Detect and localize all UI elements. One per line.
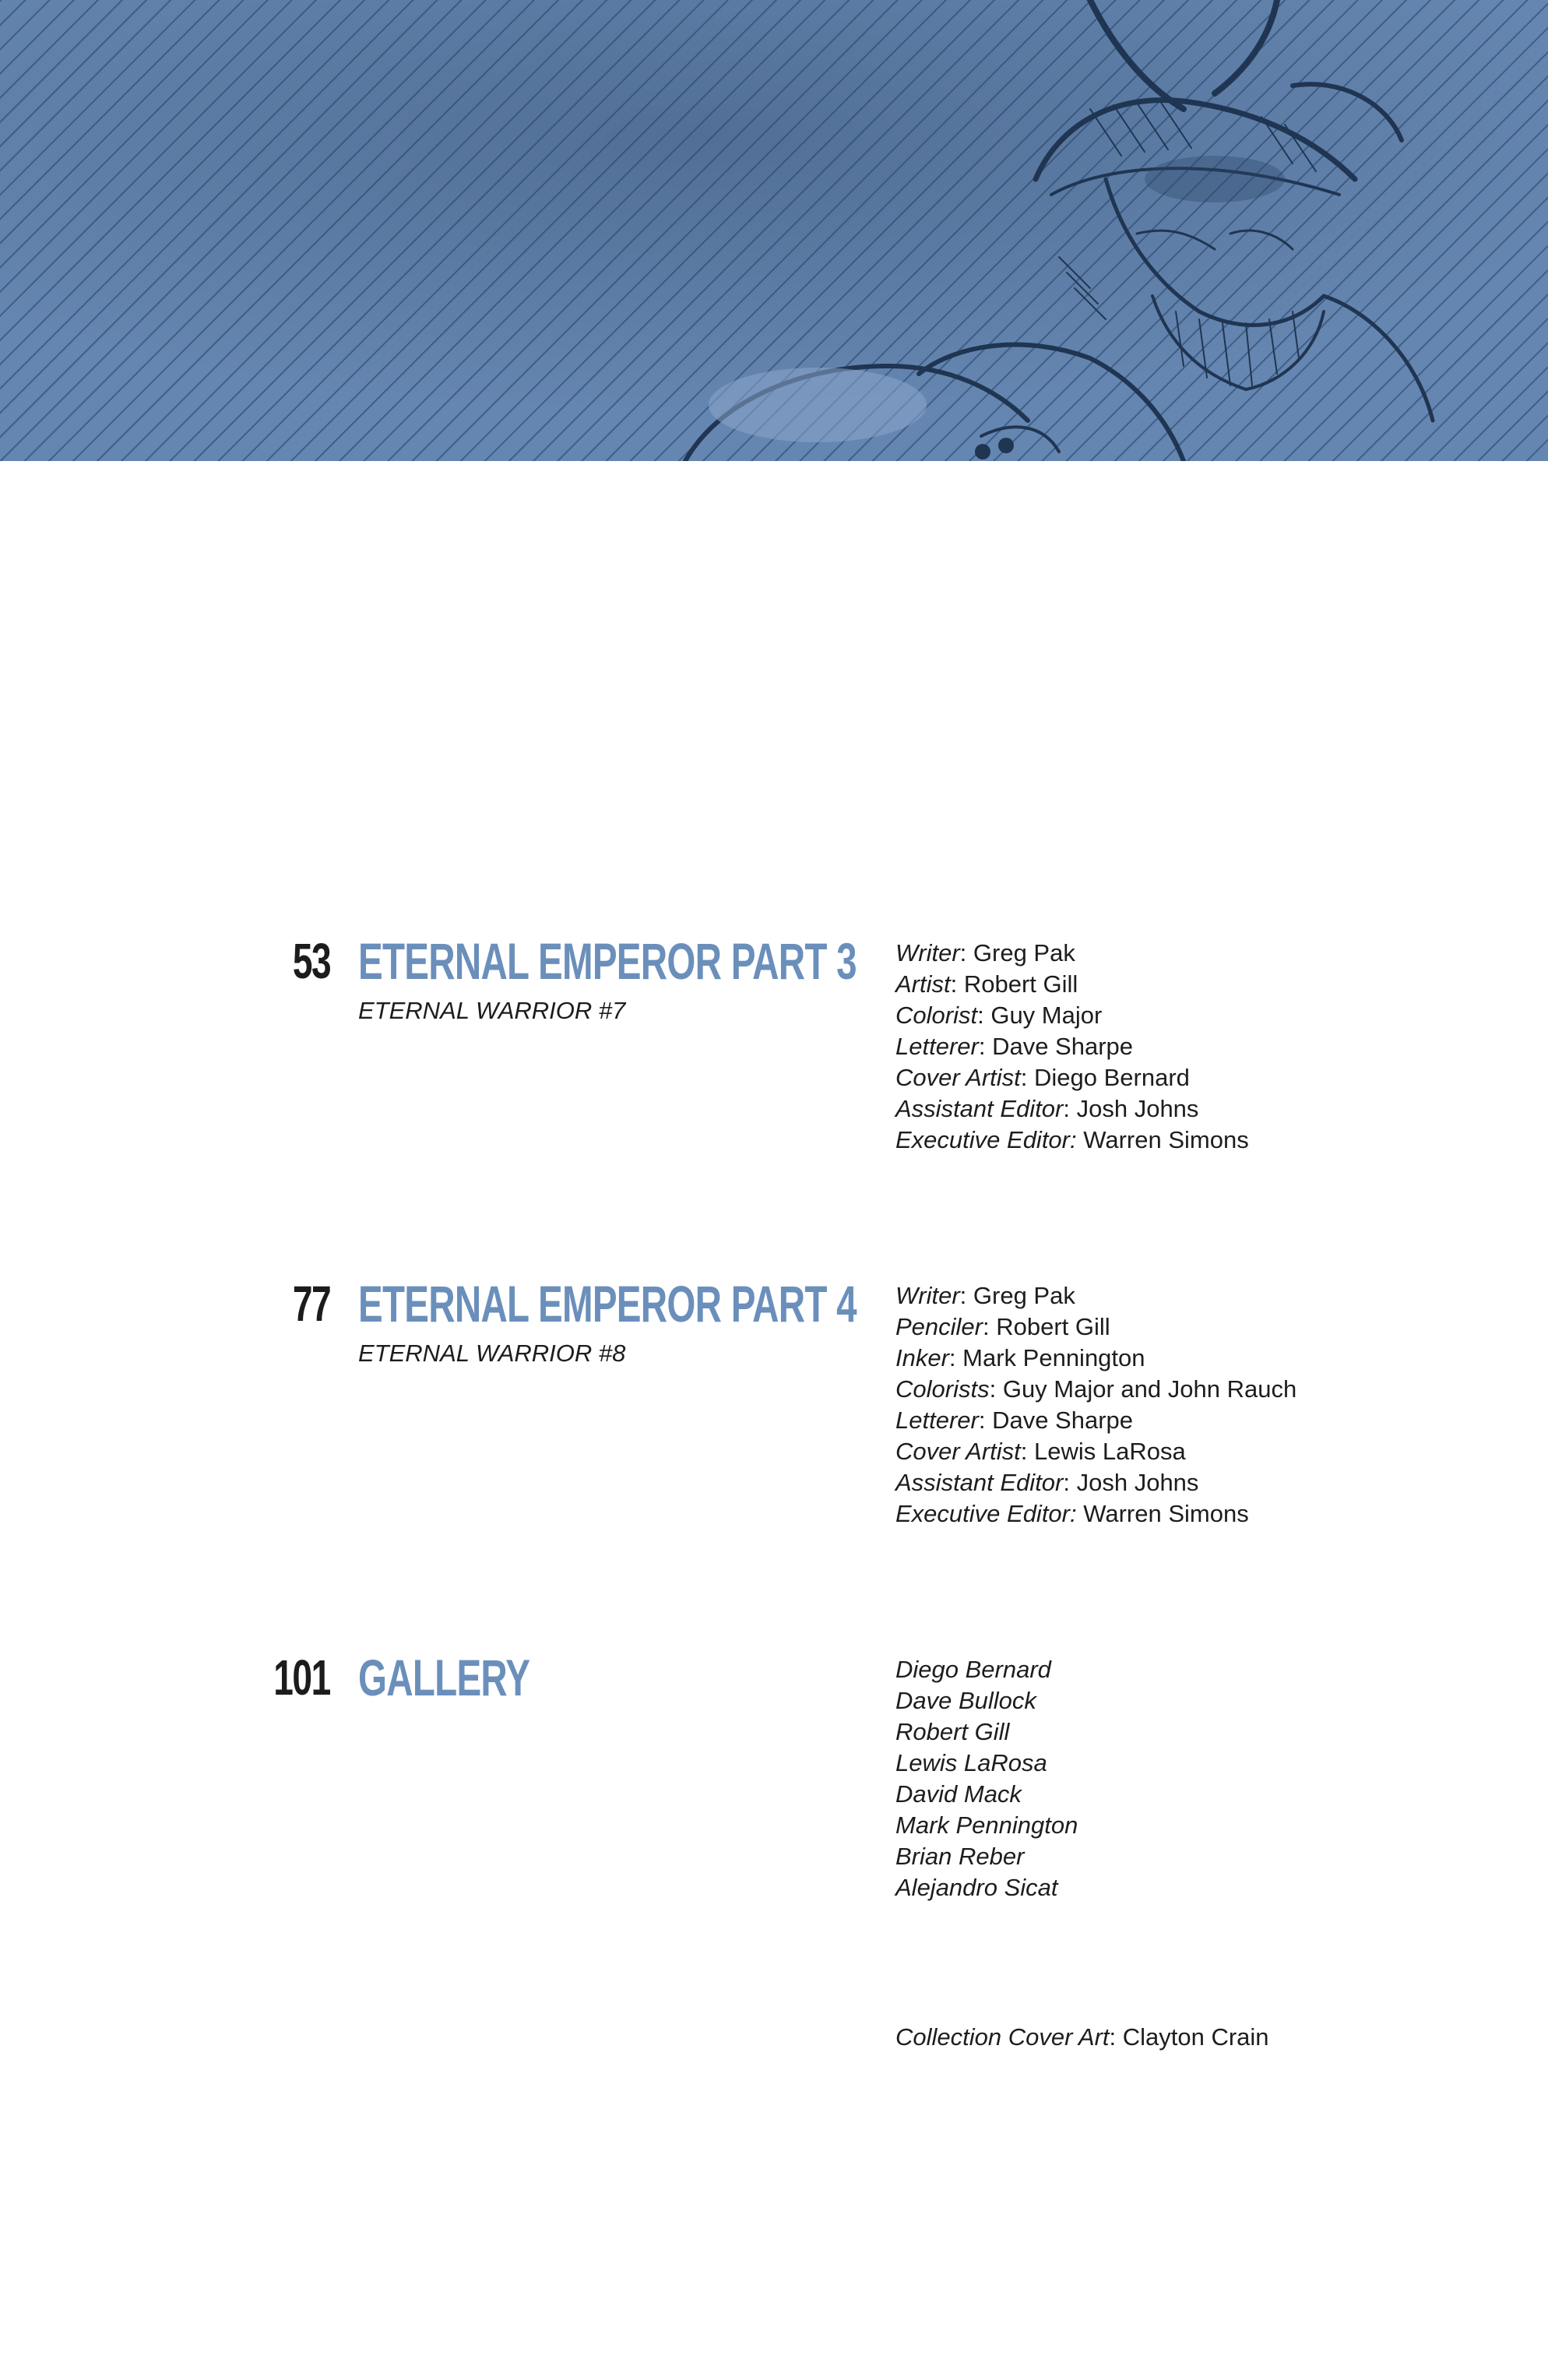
artist-name: Robert Gill <box>895 1718 1010 1745</box>
credits-list <box>895 1280 1296 1530</box>
gallery-artists-list <box>895 1654 1078 1903</box>
artist-name: Mark Pennington <box>895 1811 1078 1839</box>
credit-line: Colorist: Guy Major <box>895 1002 1103 1029</box>
header-illustration <box>0 0 1548 461</box>
artist-name: David Mack <box>895 1780 1022 1808</box>
credit-line: Cover Artist: Diego Bernard <box>895 1064 1190 1091</box>
artist-name: Lewis LaRosa <box>895 1749 1047 1776</box>
issue-label: ETERNAL WARRIOR #7 <box>358 997 626 1024</box>
page-number: 101 <box>273 1649 330 1706</box>
credits-list <box>895 938 1249 1156</box>
page-number: 77 <box>292 1276 330 1332</box>
credit-line: Writer: Greg Pak <box>895 939 1075 966</box>
collection-cover-credit: Collection Cover Art: Clayton Crain <box>895 2023 1269 2051</box>
artist-name: Brian Reber <box>895 1843 1025 1870</box>
credit-line: Letterer: Dave Sharpe <box>895 1407 1134 1434</box>
warrior-sketch-image <box>0 0 1548 461</box>
page-number: 53 <box>292 933 330 989</box>
artist-name: Diego Bernard <box>895 1656 1051 1683</box>
credit-line: Cover Artist: Lewis LaRosa <box>895 1438 1186 1465</box>
credit-line: Colorists: Guy Major and John Rauch <box>895 1375 1297 1403</box>
credit-line: Artist: Robert Gill <box>895 970 1078 998</box>
credit-line: Assistant Editor: Josh Johns <box>895 1469 1199 1496</box>
artist-name: Dave Bullock <box>895 1687 1036 1714</box>
credit-line: Assistant Editor: Josh Johns <box>895 1095 1199 1122</box>
credit-line: Executive Editor: Warren Simons <box>895 1500 1249 1527</box>
story-title: GALLERY <box>358 1649 530 1706</box>
credit-line: Executive Editor: Warren Simons <box>895 1126 1249 1153</box>
credit-line: Letterer: Dave Sharpe <box>895 1033 1134 1060</box>
credit-line: Writer: Greg Pak <box>895 1282 1075 1309</box>
credit-line: Inker: Mark Pennington <box>895 1344 1145 1371</box>
story-title: ETERNAL EMPEROR PART 3 <box>358 932 857 990</box>
story-title: ETERNAL EMPEROR PART 4 <box>358 1275 857 1333</box>
credit-line: Penciler: Robert Gill <box>895 1313 1110 1340</box>
artist-name: Alejandro Sicat <box>895 1874 1058 1901</box>
issue-label: ETERNAL WARRIOR #8 <box>358 1340 626 1367</box>
